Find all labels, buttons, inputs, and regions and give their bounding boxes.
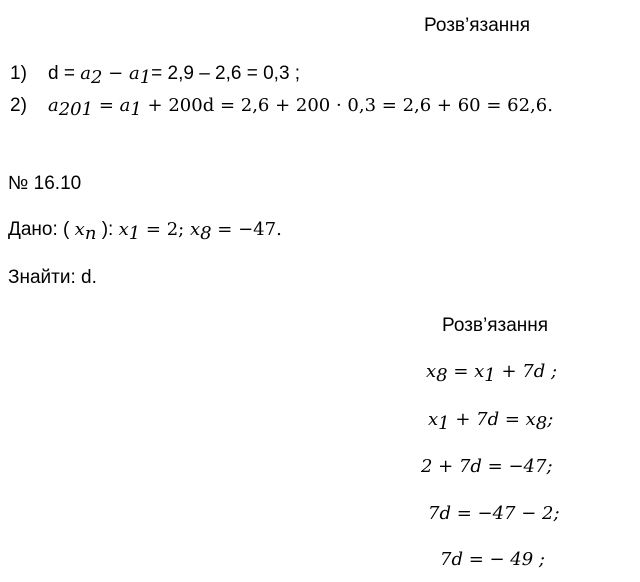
step-1-a1: a xyxy=(128,63,140,84)
problem-number: № 16.10 xyxy=(8,173,82,194)
given-xn: x xyxy=(74,219,85,240)
given-x8: x xyxy=(189,219,201,240)
given-x8-rest: = −47. xyxy=(211,219,282,240)
step-2-rest: + 200d = 2,6 + 200 · 0,3 = 2,6 + 60 = 62,6. xyxy=(141,95,553,116)
step-1 xyxy=(10,62,300,86)
step-1-a2: a xyxy=(80,63,91,84)
step-2-a1: a xyxy=(119,95,131,116)
step-1-a1-sub: 1 xyxy=(139,67,152,88)
sol-2-x1: x xyxy=(428,409,439,430)
step-2-a1-sub: 1 xyxy=(130,99,142,120)
find-line: Знайти: d. xyxy=(8,267,97,288)
given-line xyxy=(8,218,282,242)
solution-line-1 xyxy=(426,360,557,384)
step-2-a201-sub: 201 xyxy=(58,99,94,120)
solution-line-2 xyxy=(428,408,553,432)
solution-line-5: 7d = − 49 ; xyxy=(440,549,545,570)
step-2-a201: a xyxy=(48,95,59,116)
sol-1-x1-sub: 1 xyxy=(484,365,496,386)
given-label: Дано: ( xyxy=(8,219,75,240)
step-2-eq: = xyxy=(93,95,120,116)
sol-2-rest: ; xyxy=(547,409,554,430)
given-xn-sub: n xyxy=(84,223,97,244)
step-1-a2-sub: 2 xyxy=(90,67,103,88)
given-close: ): xyxy=(96,219,119,240)
sol-2-x8: x xyxy=(525,409,536,430)
solution-heading-2: Розв’язання xyxy=(442,315,549,336)
step-2-number: 2) xyxy=(10,95,27,116)
given-x1: x xyxy=(118,219,129,240)
step-2 xyxy=(10,94,553,118)
sol-1-x8-sub: 8 xyxy=(436,365,448,386)
step-1-minus: − xyxy=(102,63,129,84)
sol-2-x8-sub: 8 xyxy=(535,413,548,434)
sol-2-x1-sub: 1 xyxy=(438,413,450,434)
sol-2-mid: + 7d = xyxy=(449,409,526,430)
sol-1-rest: + 7d ; xyxy=(495,361,558,382)
solution-heading-1: Розв’язання xyxy=(424,15,531,36)
sol-1-x8: x xyxy=(426,361,437,382)
sol-1-x1: x xyxy=(474,361,485,382)
step-1-number: 1) xyxy=(10,63,27,84)
given-x8-sub: 8 xyxy=(200,223,212,244)
solution-line-3: 2 + 7d = −47; xyxy=(421,456,553,477)
given-x1-rest: = 2; xyxy=(140,219,190,240)
solution-line-4: 7d = −47 − 2; xyxy=(428,503,560,524)
given-x1-sub: 1 xyxy=(128,223,141,244)
sol-1-mid: = xyxy=(447,361,475,382)
step-1-rest: = 2,9 – 2,6 = 0,3 ; xyxy=(151,63,301,84)
step-1-lhs: d = xyxy=(48,63,81,84)
